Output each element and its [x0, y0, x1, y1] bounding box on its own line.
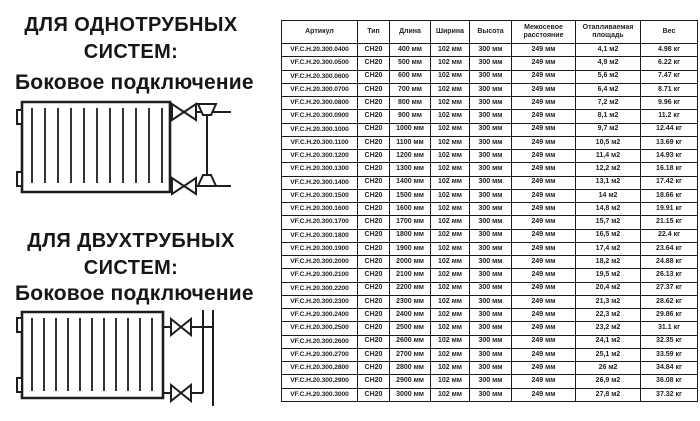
table-row: [282, 83, 698, 96]
table-cell: 102 мм: [431, 44, 470, 57]
table-row: [282, 57, 698, 70]
column-header: Длина: [390, 21, 431, 44]
table-row: [282, 150, 698, 163]
table-cell: 2600 мм: [390, 335, 431, 348]
table-cell: 22,3 м2: [576, 309, 641, 322]
table-cell: VF.C.H.20.300.2200: [282, 282, 358, 295]
table-cell: 249 мм: [512, 229, 576, 242]
table-cell: 102 мм: [431, 242, 470, 255]
table-cell: 2200 мм: [390, 282, 431, 295]
table-cell: 300 мм: [470, 229, 512, 242]
table-cell: 9,7 м2: [576, 123, 641, 136]
table-cell: 249 мм: [512, 203, 576, 216]
table-cell: 300 мм: [470, 163, 512, 176]
table-cell: 249 мм: [512, 110, 576, 123]
table-cell: VF.C.H.20.300.1900: [282, 242, 358, 255]
column-header: Тип: [358, 21, 390, 44]
table-cell: 8,1 м2: [576, 110, 641, 123]
table-cell: CH20: [358, 70, 390, 83]
valve-icon: [172, 104, 196, 120]
table-cell: CH20: [358, 97, 390, 110]
table-row: [282, 97, 698, 110]
table-cell: VF.C.H.20.300.0600: [282, 70, 358, 83]
table-cell: 300 мм: [470, 189, 512, 202]
table-cell: CH20: [358, 203, 390, 216]
table-cell: 102 мм: [431, 97, 470, 110]
single-pipe-diagram: [15, 95, 265, 200]
table-cell: 249 мм: [512, 97, 576, 110]
table-cell: 24,1 м2: [576, 335, 641, 348]
table-cell: 102 мм: [431, 229, 470, 242]
table-cell: VF.C.H.20.300.1600: [282, 203, 358, 216]
table-cell: 300 мм: [470, 57, 512, 70]
table-cell: CH20: [358, 44, 390, 57]
table-cell: 26 м2: [576, 362, 641, 375]
table-cell: VF.C.H.20.300.1400: [282, 176, 358, 189]
column-header: Высота: [470, 21, 512, 44]
table-cell: 7,2 м2: [576, 97, 641, 110]
table-cell: CH20: [358, 189, 390, 202]
table-row: [282, 269, 698, 282]
table-cell: 300 мм: [470, 322, 512, 335]
table-cell: VF.C.H.20.300.2700: [282, 348, 358, 361]
table-cell: 18.66 кг: [641, 189, 698, 202]
table-cell: VF.C.H.20.300.2800: [282, 362, 358, 375]
table-cell: 1800 мм: [390, 229, 431, 242]
table-cell: 14.93 кг: [641, 150, 698, 163]
table-cell: 31.1 кг: [641, 322, 698, 335]
table-cell: 2400 мм: [390, 309, 431, 322]
table-cell: 1300 мм: [390, 163, 431, 176]
table-cell: 102 мм: [431, 189, 470, 202]
table-cell: 1100 мм: [390, 136, 431, 149]
table-cell: 300 мм: [470, 203, 512, 216]
table-cell: 249 мм: [512, 57, 576, 70]
table-cell: CH20: [358, 176, 390, 189]
table-cell: CH20: [358, 83, 390, 96]
table-cell: 6,4 м2: [576, 83, 641, 96]
table-cell: 27,8 м2: [576, 388, 641, 402]
table-cell: 29.86 кг: [641, 309, 698, 322]
table-cell: CH20: [358, 388, 390, 402]
table-cell: 9.96 кг: [641, 97, 698, 110]
table-row: [282, 110, 698, 123]
table-row: [282, 335, 698, 348]
table-cell: 21.15 кг: [641, 216, 698, 229]
table-cell: 102 мм: [431, 362, 470, 375]
table-cell: 102 мм: [431, 348, 470, 361]
table-cell: 102 мм: [431, 136, 470, 149]
table-cell: 1600 мм: [390, 203, 431, 216]
table-cell: 102 мм: [431, 309, 470, 322]
table-cell: 25,1 м2: [576, 348, 641, 361]
table-cell: 249 мм: [512, 189, 576, 202]
table-cell: 300 мм: [470, 70, 512, 83]
table-row: [282, 322, 698, 335]
table-cell: 34.84 кг: [641, 362, 698, 375]
table-cell: 19,5 м2: [576, 269, 641, 282]
table-cell: VF.C.H.20.300.2500: [282, 322, 358, 335]
table-cell: 13,1 м2: [576, 176, 641, 189]
table-cell: 249 мм: [512, 282, 576, 295]
table-cell: 4.98 кг: [641, 44, 698, 57]
table-cell: VF.C.H.20.300.2300: [282, 295, 358, 308]
radiator-specs-table: [281, 20, 698, 402]
table-cell: VF.C.H.20.300.1100: [282, 136, 358, 149]
table-cell: CH20: [358, 295, 390, 308]
table-row: [282, 176, 698, 189]
table-cell: 300 мм: [470, 44, 512, 57]
table-row: [282, 216, 698, 229]
column-header: Отапливаемая площадь: [576, 21, 641, 44]
table-cell: 300 мм: [470, 136, 512, 149]
table-cell: 27.37 кг: [641, 282, 698, 295]
table-cell: 3000 мм: [390, 388, 431, 402]
valve-icon: [171, 319, 191, 335]
table-cell: 300 мм: [470, 150, 512, 163]
table-cell: 249 мм: [512, 322, 576, 335]
table-row: [282, 375, 698, 388]
table-cell: 249 мм: [512, 295, 576, 308]
two-pipe-subheading: Боковое подключение: [15, 282, 254, 305]
table-row: [282, 309, 698, 322]
table-cell: 11,4 м2: [576, 150, 641, 163]
table-cell: 249 мм: [512, 44, 576, 57]
table-cell: 102 мм: [431, 282, 470, 295]
table-row: [282, 203, 698, 216]
table-cell: 249 мм: [512, 70, 576, 83]
table-cell: 23.64 кг: [641, 242, 698, 255]
table-cell: 249 мм: [512, 123, 576, 136]
table-cell: VF.C.H.20.300.2400: [282, 309, 358, 322]
table-cell: 4,1 м2: [576, 44, 641, 57]
table-cell: 700 мм: [390, 83, 431, 96]
table-cell: 249 мм: [512, 362, 576, 375]
table-cell: CH20: [358, 163, 390, 176]
table-cell: 102 мм: [431, 256, 470, 269]
tee-fitting-icon: [198, 104, 216, 115]
table-row: [282, 70, 698, 83]
table-cell: CH20: [358, 375, 390, 388]
column-header: Межосевое расстояние: [512, 21, 576, 44]
table-cell: CH20: [358, 150, 390, 163]
table-cell: 22.4 кг: [641, 229, 698, 242]
table-cell: 14 м2: [576, 189, 641, 202]
table-cell: 12.44 кг: [641, 123, 698, 136]
table-cell: 11.2 кг: [641, 110, 698, 123]
table-cell: 900 мм: [390, 110, 431, 123]
radiator-icon: [17, 102, 170, 192]
table-cell: 2300 мм: [390, 295, 431, 308]
table-cell: 33.59 кг: [641, 348, 698, 361]
table-cell: CH20: [358, 229, 390, 242]
table-cell: 600 мм: [390, 70, 431, 83]
table-cell: 102 мм: [431, 322, 470, 335]
table-cell: 249 мм: [512, 348, 576, 361]
table-row: [282, 362, 698, 375]
table-cell: VF.C.H.20.300.2000: [282, 256, 358, 269]
table-cell: 300 мм: [470, 335, 512, 348]
table-cell: 400 мм: [390, 44, 431, 57]
table-cell: VF.C.H.20.300.0900: [282, 110, 358, 123]
table-cell: 1400 мм: [390, 176, 431, 189]
table-cell: 102 мм: [431, 70, 470, 83]
table-cell: 102 мм: [431, 216, 470, 229]
table-cell: 6.22 кг: [641, 57, 698, 70]
table-cell: 15,7 м2: [576, 216, 641, 229]
table-cell: 26.13 кг: [641, 269, 698, 282]
valve-icon: [171, 385, 191, 401]
table-cell: 300 мм: [470, 362, 512, 375]
table-cell: CH20: [358, 216, 390, 229]
table-cell: 300 мм: [470, 242, 512, 255]
table-cell: 102 мм: [431, 83, 470, 96]
table-row: [282, 163, 698, 176]
table-cell: CH20: [358, 322, 390, 335]
table-cell: 18,2 м2: [576, 256, 641, 269]
table-cell: 300 мм: [470, 388, 512, 402]
table-cell: 300 мм: [470, 256, 512, 269]
column-header: Вес: [641, 21, 698, 44]
tee-fitting-icon: [198, 175, 216, 186]
table-cell: 300 мм: [470, 110, 512, 123]
table-cell: 102 мм: [431, 163, 470, 176]
table-row: [282, 388, 698, 402]
table-cell: VF.C.H.20.300.1300: [282, 163, 358, 176]
table-row: [282, 348, 698, 361]
table-row: [282, 256, 698, 269]
table-cell: 249 мм: [512, 150, 576, 163]
table-cell: CH20: [358, 256, 390, 269]
table-cell: VF.C.H.20.300.2100: [282, 269, 358, 282]
table-cell: CH20: [358, 110, 390, 123]
table-cell: CH20: [358, 136, 390, 149]
table-cell: 300 мм: [470, 83, 512, 96]
table-cell: 300 мм: [470, 176, 512, 189]
table-cell: 300 мм: [470, 309, 512, 322]
table-cell: 249 мм: [512, 256, 576, 269]
table-cell: VF.C.H.20.300.0800: [282, 97, 358, 110]
table-cell: 2700 мм: [390, 348, 431, 361]
table-cell: 8.71 кг: [641, 83, 698, 96]
table-cell: 102 мм: [431, 123, 470, 136]
table-cell: 28.62 кг: [641, 295, 698, 308]
table-cell: 21,3 м2: [576, 295, 641, 308]
table-cell: VF.C.H.20.300.1800: [282, 229, 358, 242]
table-row: [282, 242, 698, 255]
table-cell: 300 мм: [470, 348, 512, 361]
table-cell: 300 мм: [470, 375, 512, 388]
table-cell: 249 мм: [512, 136, 576, 149]
table-cell: 19.91 кг: [641, 203, 698, 216]
table-cell: 16,5 м2: [576, 229, 641, 242]
table-cell: 500 мм: [390, 57, 431, 70]
table-cell: VF.C.H.20.300.1200: [282, 150, 358, 163]
table-cell: 1000 мм: [390, 123, 431, 136]
table-cell: 249 мм: [512, 388, 576, 402]
table-cell: 800 мм: [390, 97, 431, 110]
table-body: [282, 44, 698, 402]
table-cell: CH20: [358, 282, 390, 295]
table-cell: 102 мм: [431, 269, 470, 282]
table-cell: 36.08 кг: [641, 375, 698, 388]
table-cell: 249 мм: [512, 176, 576, 189]
header-row: [282, 21, 698, 44]
table-row: [282, 136, 698, 149]
table-cell: 10,5 м2: [576, 136, 641, 149]
table-cell: 2000 мм: [390, 256, 431, 269]
table-cell: 2800 мм: [390, 362, 431, 375]
table-cell: CH20: [358, 269, 390, 282]
table-cell: 102 мм: [431, 375, 470, 388]
table-cell: VF.C.H.20.300.1700: [282, 216, 358, 229]
table-cell: 249 мм: [512, 375, 576, 388]
table-cell: 26,9 м2: [576, 375, 641, 388]
table-cell: CH20: [358, 362, 390, 375]
table-cell: CH20: [358, 309, 390, 322]
table-row: [282, 44, 698, 57]
table-row: [282, 295, 698, 308]
table-cell: 12,2 м2: [576, 163, 641, 176]
column-header: Ширина: [431, 21, 470, 44]
table-cell: 102 мм: [431, 388, 470, 402]
table-cell: 4,9 м2: [576, 57, 641, 70]
table-cell: 102 мм: [431, 110, 470, 123]
table-cell: 102 мм: [431, 295, 470, 308]
valve-icon: [172, 178, 196, 194]
table-cell: 102 мм: [431, 176, 470, 189]
table-cell: 7.47 кг: [641, 70, 698, 83]
table-row: [282, 229, 698, 242]
table-cell: 249 мм: [512, 335, 576, 348]
table-cell: 102 мм: [431, 203, 470, 216]
table-cell: 1700 мм: [390, 216, 431, 229]
table-cell: 1200 мм: [390, 150, 431, 163]
table-cell: 249 мм: [512, 269, 576, 282]
table-cell: 23,2 м2: [576, 322, 641, 335]
table-cell: 17,4 м2: [576, 242, 641, 255]
table-cell: 1900 мм: [390, 242, 431, 255]
radiator-icon: [17, 312, 163, 398]
table-cell: 24.88 кг: [641, 256, 698, 269]
table-cell: 300 мм: [470, 282, 512, 295]
single-pipe-subheading: Боковое подключение: [15, 71, 254, 94]
table-cell: 14,8 м2: [576, 203, 641, 216]
column-header: Артикул: [282, 21, 358, 44]
two-pipe-diagram: [15, 307, 265, 412]
table-cell: VF.C.H.20.300.3000: [282, 388, 358, 402]
table-cell: 37.32 кг: [641, 388, 698, 402]
table-cell: VF.C.H.20.300.2600: [282, 335, 358, 348]
table-cell: 20,4 м2: [576, 282, 641, 295]
table-cell: VF.C.H.20.300.2900: [282, 375, 358, 388]
table-cell: 300 мм: [470, 216, 512, 229]
table-cell: VF.C.H.20.300.1000: [282, 123, 358, 136]
table-cell: 1500 мм: [390, 189, 431, 202]
table-cell: 249 мм: [512, 163, 576, 176]
table-cell: 102 мм: [431, 335, 470, 348]
table-cell: 102 мм: [431, 57, 470, 70]
table-cell: 5,6 м2: [576, 70, 641, 83]
table-cell: 32.35 кг: [641, 335, 698, 348]
table-cell: 17.42 кг: [641, 176, 698, 189]
single-pipe-heading: ДЛЯ ОДНОТРУБНЫХ СИСТЕМ:: [24, 14, 238, 63]
left-panel: [0, 0, 278, 421]
table-row: [282, 189, 698, 202]
table-row: [282, 282, 698, 295]
table-cell: 102 мм: [431, 150, 470, 163]
table-cell: CH20: [358, 335, 390, 348]
table-cell: CH20: [358, 348, 390, 361]
pipe-lines: [165, 112, 231, 186]
table-cell: 2900 мм: [390, 375, 431, 388]
table-header: [282, 21, 698, 44]
table-cell: 2100 мм: [390, 269, 431, 282]
table-cell: 300 мм: [470, 269, 512, 282]
table-cell: 300 мм: [470, 97, 512, 110]
table-cell: CH20: [358, 242, 390, 255]
table-row: [282, 123, 698, 136]
table-cell: 249 мм: [512, 309, 576, 322]
table-cell: 13.69 кг: [641, 136, 698, 149]
table-cell: 16.18 кг: [641, 163, 698, 176]
table-cell: VF.C.H.20.300.1500: [282, 189, 358, 202]
table-cell: VF.C.H.20.300.0500: [282, 57, 358, 70]
table-cell: 249 мм: [512, 216, 576, 229]
two-pipe-heading: ДЛЯ ДВУХТРУБНЫХ СИСТЕМ:: [27, 230, 235, 279]
table-cell: 2500 мм: [390, 322, 431, 335]
table-cell: 249 мм: [512, 83, 576, 96]
table-cell: 249 мм: [512, 242, 576, 255]
table-cell: VF.C.H.20.300.0700: [282, 83, 358, 96]
table-cell: CH20: [358, 57, 390, 70]
table-cell: CH20: [358, 123, 390, 136]
table-cell: 300 мм: [470, 295, 512, 308]
table-cell: 300 мм: [470, 123, 512, 136]
table-cell: VF.C.H.20.300.0400: [282, 44, 358, 57]
